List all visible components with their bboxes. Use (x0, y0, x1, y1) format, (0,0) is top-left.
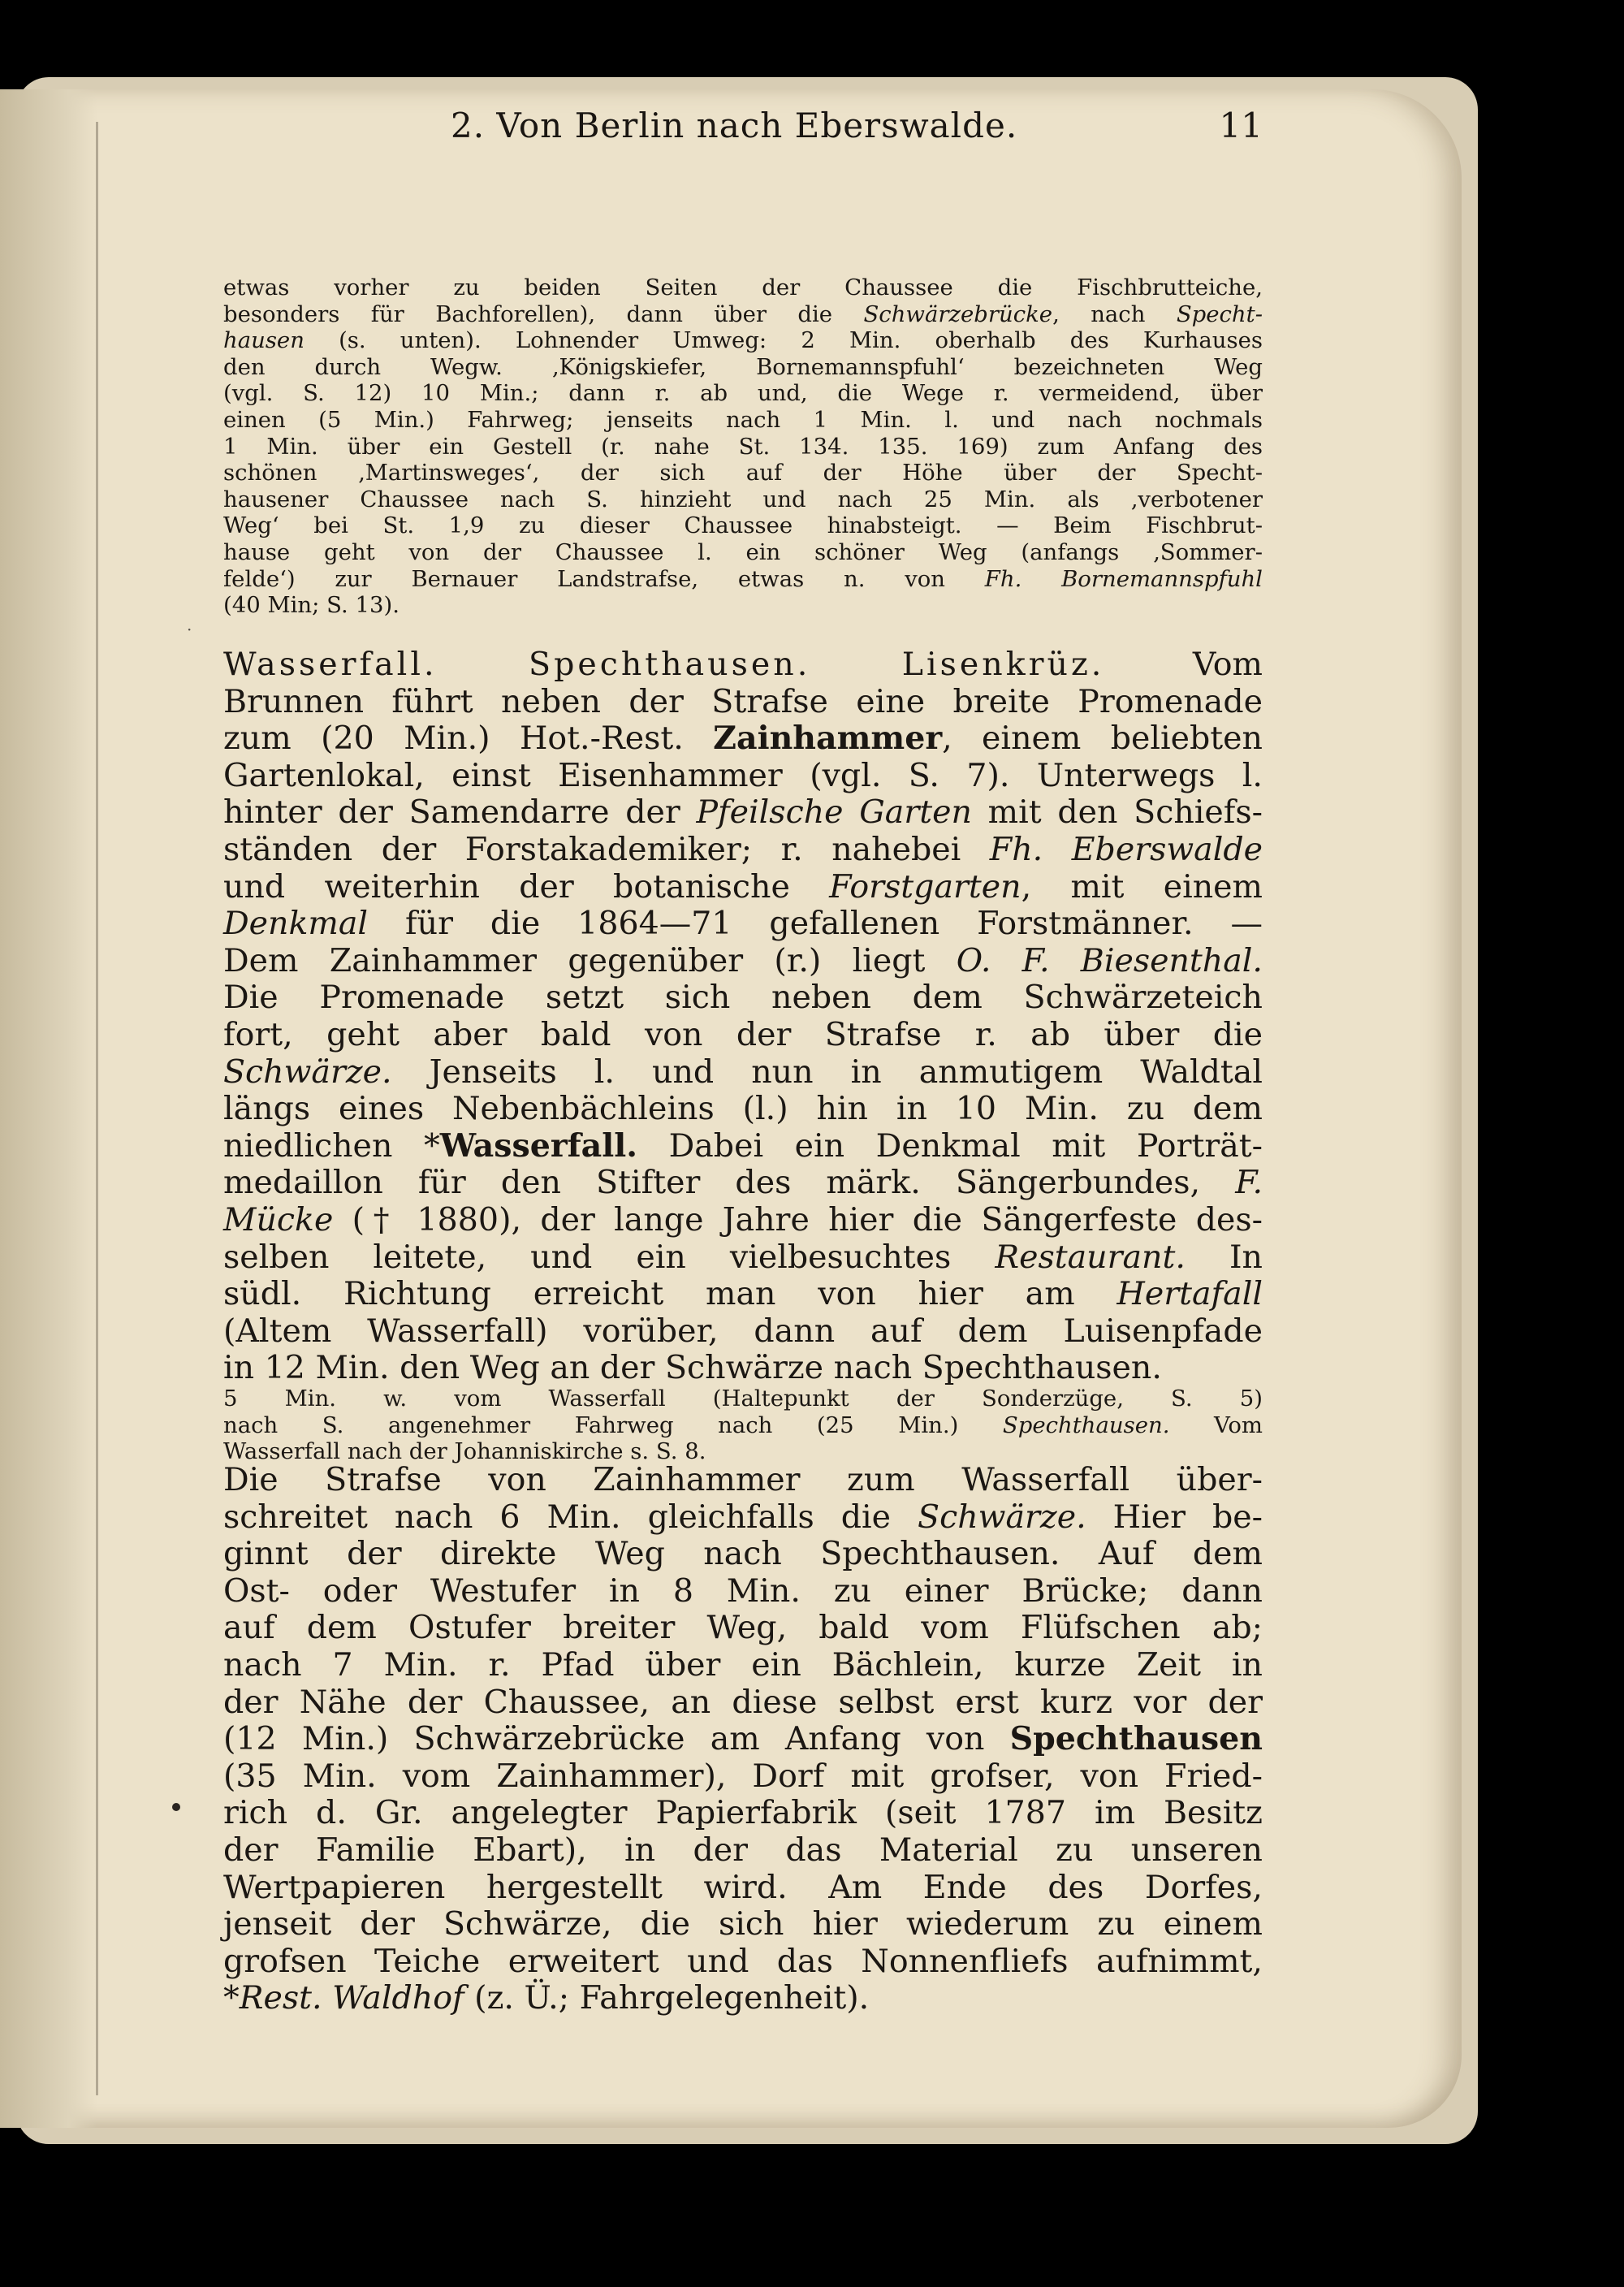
text-line (223, 1499, 1263, 1537)
text-line (223, 1165, 1263, 1202)
text-run: mit den Schiefs- (971, 793, 1263, 832)
text-line (223, 1870, 1263, 1907)
text-run: Fh. Eberswalde (989, 830, 1263, 868)
text-run: (35 Min. vom Zainhammer), Dorf mit grofser, von Fried- (223, 1757, 1263, 1795)
text-run: Denkmal (223, 905, 369, 943)
text-run: Fh. Bornemannspfuhl (984, 565, 1263, 592)
text-line (223, 1462, 1263, 1499)
text-run: Specht- (1176, 300, 1263, 327)
text-run: 5 Min. w. vom Wasserfall (Haltepunkt der Sonderzüge, S. 5) (223, 1386, 1263, 1412)
text-run: (12 Min.) Schwärzebrücke am Anfang von (223, 1720, 1010, 1758)
page-gutter (0, 89, 97, 2128)
text-line (223, 979, 1263, 1017)
text-run: schönen ‚Martinsweges‘, der sich auf der Höhe über der Specht- (223, 460, 1263, 486)
text-run: * (223, 1979, 240, 2017)
text-run: medaillon für den Stifter des märk. Sängerbundes, (223, 1164, 1236, 1202)
text-run: grofsen Teiche erweitert und das Nonnenfliefs aufnimmt, (223, 1942, 1263, 1980)
text-run: felde‘) zur Bernauer Landstrafse, etwas n. von (223, 565, 985, 592)
text-line (223, 1832, 1263, 1870)
text-line (223, 832, 1263, 869)
text-line (223, 434, 1263, 460)
text-run: (s. unten). Lohnender Umweg: 2 Min. oberhalb des Kurhauses (304, 327, 1263, 354)
text-run: Weg‘ bei St. 1,9 zu dieser Chaussee hinabsteigt. — Beim Fischbrut- (223, 512, 1263, 539)
text-line (223, 407, 1263, 434)
text-run: 1 Min. über ein Gestell (r. nahe St. 134. 135. 169) zum Anfang des (223, 433, 1263, 460)
text-run: hause geht von der Chaussee l. ein schöner Weg (anfangs ‚Sommer- (223, 538, 1263, 565)
text-line (223, 1128, 1263, 1165)
text-line (223, 684, 1263, 721)
text-line (223, 1313, 1263, 1351)
text-line (223, 301, 1263, 328)
text-run: Spechthausen (1009, 1720, 1263, 1758)
text-run: südl. Richtung erreicht man von hier am (223, 1275, 1117, 1313)
text-run: schreitet nach 6 Min. gleichfalls die (223, 1498, 918, 1536)
text-run: ginnt der direkte Weg nach Spechthausen. Auf dem (223, 1535, 1263, 1573)
text-run: den durch Wegw. ‚Königskiefer, Bornemannspfuhl‘ bezeichneten Weg (223, 353, 1263, 380)
text-line (223, 1758, 1263, 1796)
running-header (223, 106, 1263, 154)
text-run: Wertpapieren hergestellt wird. Am Ende des Dorfes, (223, 1868, 1263, 1906)
text-run: Restaurant. (995, 1238, 1186, 1276)
text-run: Vom (1169, 1412, 1263, 1438)
text-run: rich d. Gr. angelegter Papierfabrik (seit 1787 im Besitz (223, 1794, 1263, 1832)
text-run: hausen (223, 327, 304, 354)
text-line (223, 1412, 1263, 1439)
text-run: In (1185, 1238, 1263, 1276)
text-line (223, 720, 1263, 758)
text-run: Gartenlokal, einst Eisenhammer (vgl. S. 7). Unterwegs l. (223, 756, 1263, 794)
text-run: ständen der Forstakademiker; r. nahebei (223, 830, 990, 868)
text-line (223, 1980, 1263, 2017)
text-line (223, 1350, 1263, 1387)
text-run: Jenseits l. und nun in anmutigem Waldtal (391, 1053, 1263, 1091)
text-run: nach S. angenehmer Fahrweg nach (25 Min.) (223, 1412, 1003, 1438)
text-line (223, 1610, 1263, 1647)
text-line (223, 460, 1263, 486)
text-run: Ost- oder Westufer in 8 Min. zu einer Brücke; dann (223, 1572, 1263, 1610)
text-run: jenseit der Schwärze, die sich hier wiederum zu einem (223, 1905, 1263, 1943)
text-run: , einem beliebten (942, 720, 1263, 758)
text-run: Zainhammer (713, 720, 943, 758)
text-line (223, 943, 1263, 980)
text-run: Spechthausen. (1002, 1412, 1170, 1438)
text-line (223, 1943, 1263, 1981)
text-line (223, 906, 1263, 943)
paragraph-fine-print-2 (223, 1386, 1263, 1465)
text-run: zum (20 Min.) Hot.-Rest. (223, 720, 714, 758)
text-run: , nach (1052, 300, 1177, 327)
page-number: 11 (1219, 106, 1263, 145)
text-run: auf dem Ostufer breiter Weg, bald vom Flüfschen ab; (223, 1609, 1263, 1647)
text-run: Wasserfall. Spechthausen. Lisenkrüz. (223, 646, 1105, 683)
text-run: Rest. Waldhof (239, 1979, 464, 2017)
text-run: Hier be- (1086, 1498, 1263, 1536)
text-line (223, 758, 1263, 795)
text-run: nach 7 Min. r. Pfad über ein Bächlein, kurze Zeit in (223, 1645, 1263, 1684)
text-line (223, 1647, 1263, 1684)
text-line (223, 1684, 1263, 1722)
margin-mark: · (187, 620, 192, 639)
text-run: niedlichen * (223, 1126, 440, 1165)
text-line (223, 869, 1263, 906)
text-run: einen (5 Min.) Fahrweg; jenseits nach 1 Min. l. und nach nochmals (223, 406, 1263, 433)
text-run: Schwärze. (223, 1053, 392, 1091)
text-run: Pfeilsche Garten (696, 793, 972, 832)
text-run: der Nähe der Chaussee, an diese selbst erst kurz vor der (223, 1683, 1263, 1721)
text-run: fort, geht aber bald von der Strafse r. ab über die (223, 1015, 1263, 1053)
gutter-line (96, 122, 98, 2095)
text-line (223, 646, 1263, 684)
text-line (223, 1721, 1263, 1758)
paragraph-fine-print-1 (223, 275, 1263, 619)
text-line (223, 512, 1263, 539)
text-run: Vom (1104, 646, 1263, 683)
text-run: besonders für Bachforellen), dann über die (223, 300, 864, 327)
text-run: hausener Chaussee nach S. hinzieht und nach 25 Min. als ‚verbotener (223, 486, 1263, 512)
text-run: Wasserfall nach der Johanniskirche s. S. 8. (223, 1438, 706, 1465)
text-run: Dabei ein Denkmal mit Porträt- (637, 1126, 1263, 1165)
text-run: Die Strafse von Zainhammer zum Wasserfall über- (223, 1461, 1263, 1498)
text-line (223, 1906, 1263, 1943)
text-run: (z. Ü.; Fahrgelegenheit). (464, 1979, 870, 2017)
text-run: selben leitete, und ein vielbesuchtes (223, 1238, 996, 1276)
text-line (223, 1386, 1263, 1412)
text-run: Die Promenade setzt sich neben dem Schwärzeteich (223, 979, 1263, 1017)
text-run: Schwärzebrücke (863, 300, 1053, 327)
text-line (223, 1795, 1263, 1832)
text-run: , mit einem (1021, 867, 1263, 906)
text-line (223, 1091, 1263, 1128)
text-run: etwas vorher zu beiden Seiten der Chaussee die Fischbrutteiche, (223, 275, 1263, 300)
text-line (223, 380, 1263, 407)
text-run: (Altem Wasserfall) vorüber, dann auf dem Luisenpfade (223, 1312, 1263, 1350)
text-line (223, 1573, 1263, 1610)
text-run: der Familie Ebart), in der das Material zu unseren (223, 1831, 1263, 1869)
text-run: F. (1235, 1164, 1263, 1202)
text-run: († 1880), der lange Jahre hier die Sängerfeste des- (333, 1200, 1263, 1239)
text-run: (vgl. S. 12) 10 Min.; dann r. ab und, die Wege r. vermeidend, über (223, 380, 1263, 407)
text-run: Forstgarten (829, 867, 1021, 906)
text-run: Hertafall (1116, 1275, 1263, 1313)
paragraph-wasserfall (223, 646, 1263, 1387)
text-line (223, 794, 1263, 832)
text-line (223, 327, 1263, 354)
text-run: (40 Min; S. 13). (223, 592, 400, 619)
text-run: Dem Zainhammer gegenüber (r.) liegt (223, 941, 957, 979)
text-run: in 12 Min. den Weg an der Schwärze nach Spechthausen. (223, 1349, 1162, 1387)
text-line (223, 1202, 1263, 1239)
chapter-title: 2. Von Berlin nach Eberswalde. (451, 106, 1018, 145)
text-line (223, 354, 1263, 381)
paragraph-spechthausen (223, 1462, 1263, 2017)
text-line (223, 275, 1263, 301)
text-line (223, 539, 1263, 566)
text-run: und weiterhin der botanische (223, 867, 830, 906)
text-line (223, 1239, 1263, 1277)
text-run: längs eines Nebenbächleins (l.) hin in 10 Min. zu dem (223, 1090, 1263, 1128)
text-line (223, 1536, 1263, 1573)
text-line (223, 1017, 1263, 1054)
text-run: Schwärze. (918, 1498, 1086, 1536)
text-line (223, 592, 1263, 619)
margin-dot (172, 1803, 180, 1811)
text-run: hinter der Samendarre der (223, 793, 697, 832)
text-line (223, 1054, 1263, 1092)
text-run: Mücke (223, 1200, 334, 1239)
text-line (223, 566, 1263, 593)
text-line (223, 1276, 1263, 1313)
text-run: für die 1864—71 gefallenen Forstmänner. — (368, 905, 1263, 943)
text-run: O. F. Biesenthal. (956, 941, 1263, 979)
text-run: Wasserfall. (439, 1126, 637, 1165)
text-line (223, 486, 1263, 513)
text-run: Brunnen führt neben der Strafse eine breite Promenade (223, 682, 1263, 720)
